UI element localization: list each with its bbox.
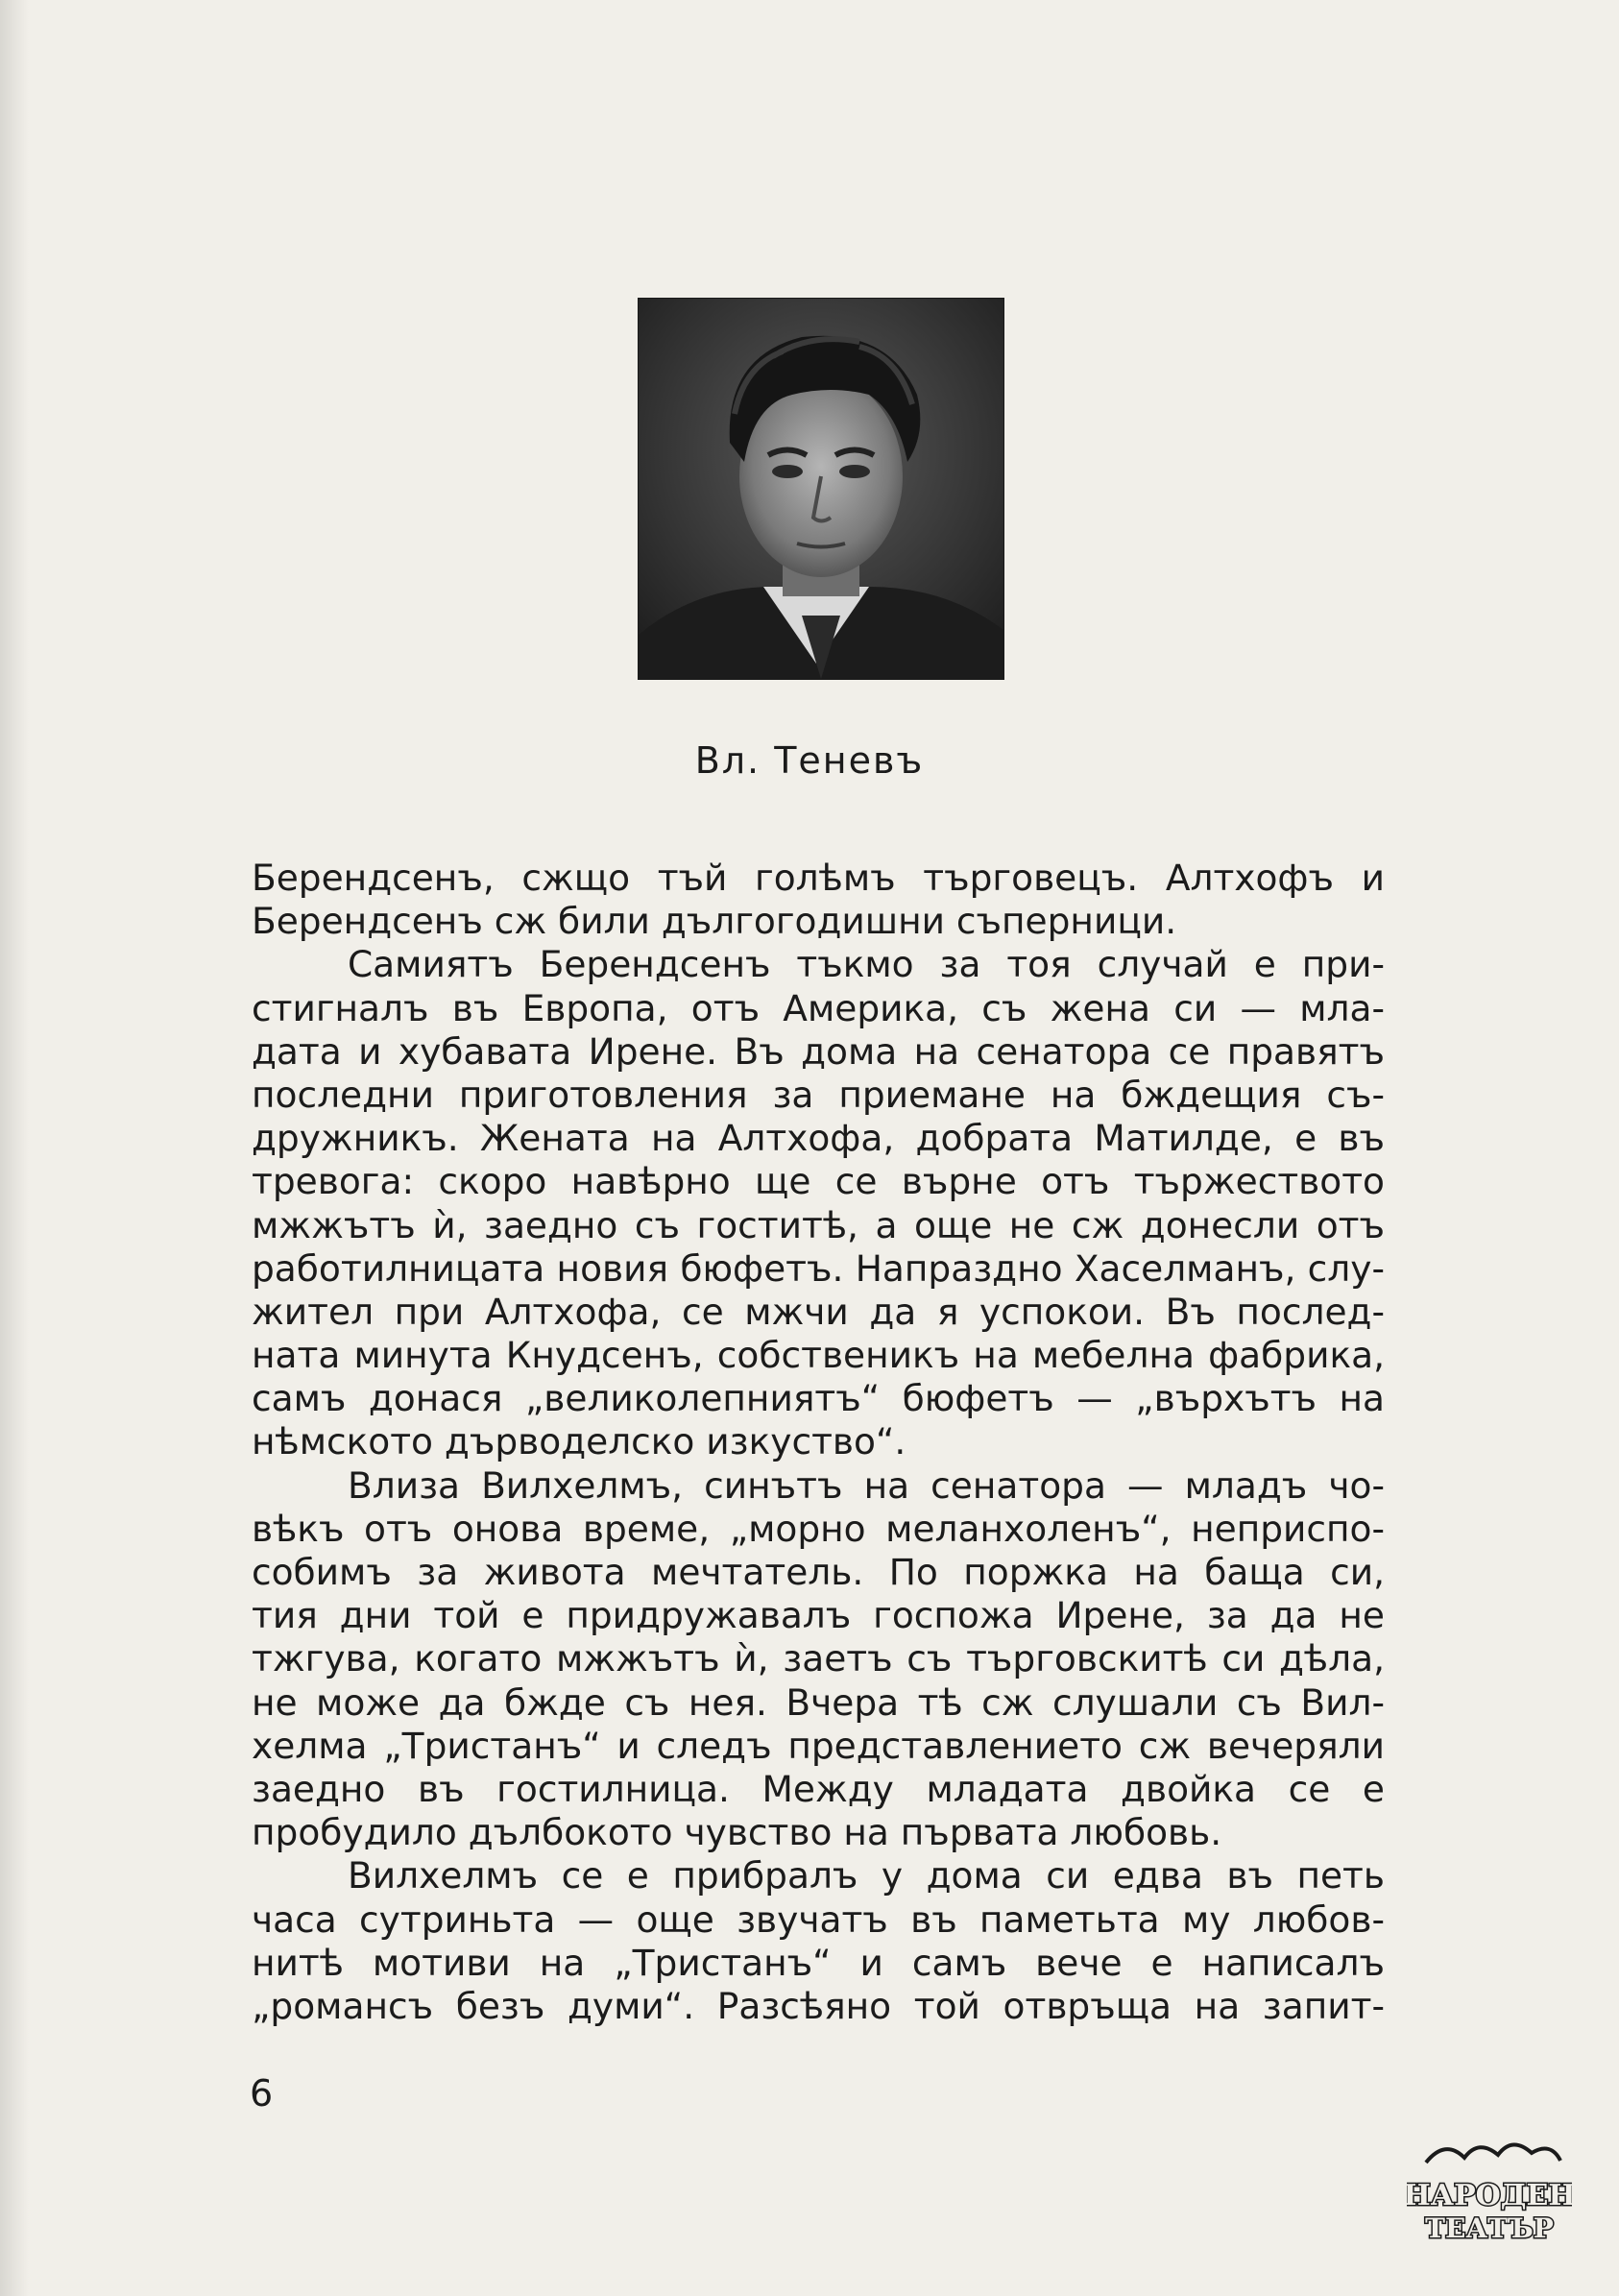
text-line: пробудило дълбокото чувство на първата любовь. [252,1811,1222,1854]
text-line: тия дни той е придружавалъ госпожа Ирене, за да не [252,1594,1385,1637]
text-line: Берендсенъ, сжщо тъй голѣмъ търговецъ. Алтхофъ и [252,857,1385,899]
text-line: Берендсенъ сж били дългогодишни съперници. [252,900,1177,943]
text-line: „романсъ безъ думи“. Разсѣяно той отвръща на запит- [252,1984,1385,2027]
text-line: тжгува, когато мжжътъ ѝ, заетъ съ търговскитѣ си дѣла, [252,1637,1385,1680]
text-line: стигналъ въ Европа, отъ Америка, съ жена си — мла- [252,986,1385,1029]
text-line: дружникъ. Жената на Алтхофа, добрата Матилде, е въ [252,1117,1385,1160]
text-line: работилницата новия бюфетъ. Напраздно Хаселманъ, слу- [252,1246,1385,1290]
page-edge-shadow [0,0,29,2296]
text-line: Самиятъ Берендсенъ тъкмо за тоя случай е при- [348,943,1385,986]
stamp-line-1: НАРОДЕН [1407,2179,1572,2212]
text-line: Вилхелмъ се е прибралъ у дома си едва въ петь [348,1854,1385,1897]
text-line: вѣкъ отъ онова време, „морно меланхоленъ“, неприспо- [252,1507,1385,1550]
text-line: хелма „Тристанъ“ и следъ представлението сж вечеряли [252,1724,1385,1767]
text-line: ната минута Кнудсенъ, собственикъ на мебелна фабрика, [252,1334,1385,1377]
text-line: нѣмското дърводелско изкуство“. [252,1420,906,1463]
text-line: последни приготовления за приемане на бждещия съ- [252,1073,1385,1116]
text-line: самъ донася „великолепниятъ“ бюфетъ — „върхътъ на [252,1377,1385,1420]
portrait-photo [639,299,1003,679]
portrait-caption: Вл. Теневъ [694,739,925,782]
text-line: заедно въ гостилница. Между младата двойка се е [252,1767,1385,1810]
text-line: тревога: скоро навѣрно ще се върне отъ тържеството [252,1160,1385,1203]
text-line: дата и хубавата Ирене. Въ дома на сенатора се правятъ [252,1029,1385,1073]
text-line: Влиза Вилхелмъ, синътъ на сенатора — младъ чо- [348,1463,1385,1507]
text-line: часа сутриньта — още звучатъ въ паметьта му любов- [252,1897,1385,1941]
national-theatre-stamp [1407,2134,1572,2247]
text-line: собимъ за живота мечтатель. По поржка на баща си, [252,1551,1385,1593]
body-text [252,857,1385,2028]
text-line: нитѣ мотиви на „Тристанъ“ и самъ вече е написалъ [252,1941,1385,1984]
text-line: жител при Алтхофа, се мжчи да я успокои. Въ послед- [252,1290,1385,1333]
page-number: 6 [250,2072,274,2115]
text-line: мжжътъ ѝ, заедно съ гоститѣ, а още не сж донесли отъ [252,1203,1385,1246]
stamp-line-2: ТЕАТЪР [1425,2212,1554,2244]
text-line: не може да бжде съ нея. Вчера тѣ сж слушали съ Вил- [252,1680,1385,1724]
